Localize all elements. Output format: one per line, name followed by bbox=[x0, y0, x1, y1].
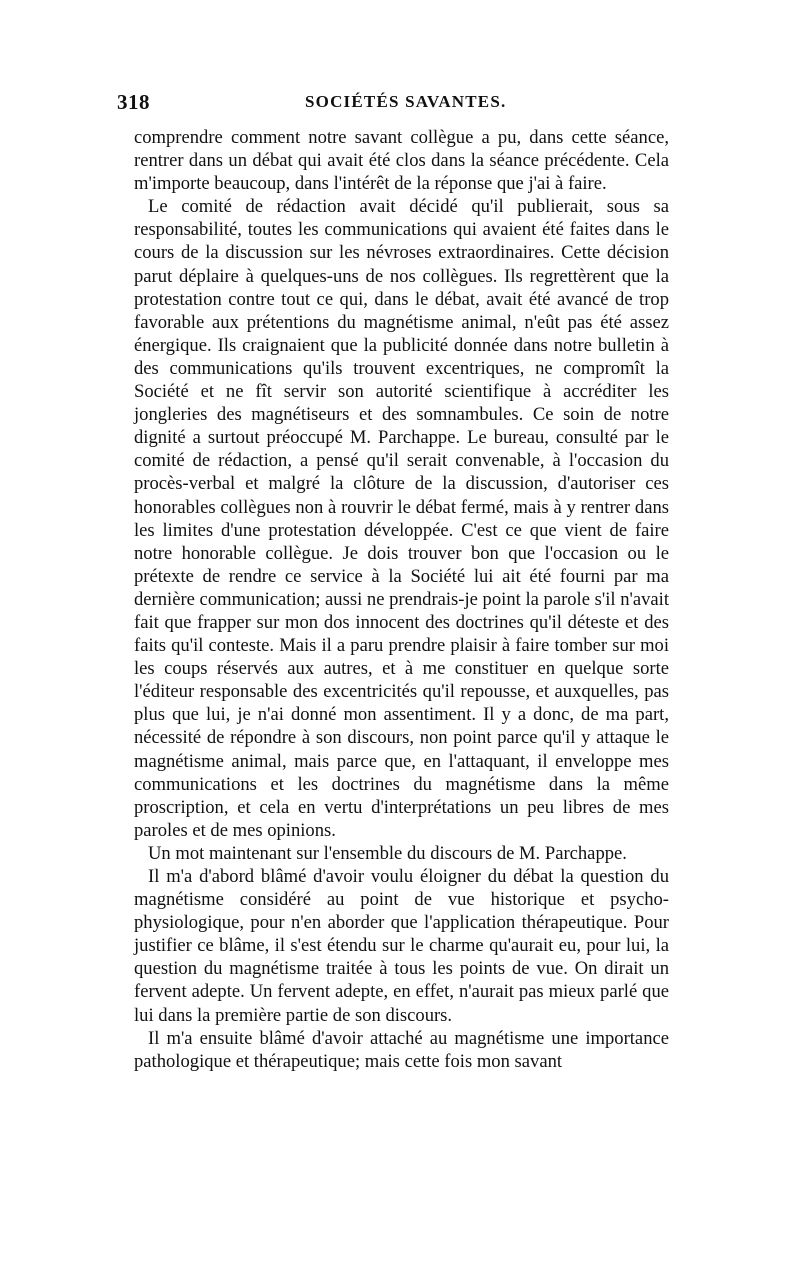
running-head bbox=[117, 90, 686, 120]
paragraph-5: Il m'a ensuite blâmé d'avoir attaché au magnétisme une importance pathologique et thérapeutique; mais cette fois mon savant bbox=[134, 1027, 669, 1072]
body-text bbox=[134, 126, 669, 1073]
running-title: SOCIÉTÉS SAVANTES. bbox=[305, 92, 507, 111]
page-number: 318 bbox=[117, 90, 150, 114]
paragraph-3: Un mot maintenant sur l'ensemble du discours de M. Parchappe. bbox=[148, 842, 627, 864]
paragraph-1: comprendre comment notre savant collègue a pu, dans cette séance, rentrer dans un débat qui avait été clos dans la séance précédente. Cela m'importe beaucoup, dans l'intérêt de la réponse que j'ai à faire. bbox=[134, 127, 669, 195]
paragraph-4: Il m'a d'abord blâmé d'avoir voulu éloigner du débat la question du magnétisme considéré au point de vue historique et psycho-physiologique, pour n'en aborder que l'application thérapeutique. Pour justifier ce blâme, il s'est étendu sur le charme qu'aurait eu, pour lui, la question du magnétisme traitée à tous les points de vue. On dirait un fervent adepte. Un fervent adepte, en effet, n'aurait pas mieux parlé que lui dans la première partie de son discours. bbox=[134, 866, 669, 1026]
paragraph-2: Le comité de rédaction avait décidé qu'il publierait, sous sa responsabilité, toutes les communications qui avaient été faites dans le cours de la discussion sur les névroses extraordinaires. Cette décision parut déplaire à quelques-uns de nos collègues. Ils regrettèrent que la protestation contre tout ce qui, dans le débat, avait été avancé de trop favorable aux prétentions du magnétisme animal, n'eût pas été assez énergique. Ils craignaient que la publicité donnée dans notre bulletin à des communications qu'ils trouvent excentriques, ne compromît la Société et ne fît servir son autorité scientifique à accréditer les jongleries des magnétiseurs et des somnambules. Ce soin de notre dignité a surtout préoccupé M. Parchappe. Le bureau, consulté par le comité de rédaction, a pensé qu'il serait convenable, à l'occasion du procès-verbal et malgré la clôture de la discussion, d'autoriser ces honorables collègues non à rouvrir le débat fermé, mais à y rentrer dans les limites d'une protestation développée. C'est ce que vient de faire notre honorable collègue. Je dois trouver bon que l'occasion ou le prétexte de rendre ce service à la Société lui ait été fourni par ma dernière communication; aussi ne prendrais-je point la parole s'il n'avait fait que frapper sur mon dos innocent des doctrines qu'il déteste et des faits qu'il conteste. Mais il a paru prendre plaisir à faire tomber sur moi les coups réservés aux autres, et à me constituer en quelque sorte l'éditeur responsable des excentricités qu'il repousse, et auxquelles, pas plus que lui, je n'ai donné mon assentiment. Il y a donc, de ma part, nécessité de répondre à son discours, non point parce qu'il y attaque le magnétisme animal, mais parce que, en l'attaquant, il enveloppe mes communications et les doctrines du magnétisme dans la même proscription, et cela en vertu d'interprétations un peu libres de mes paroles et de mes opinions. bbox=[134, 196, 669, 841]
